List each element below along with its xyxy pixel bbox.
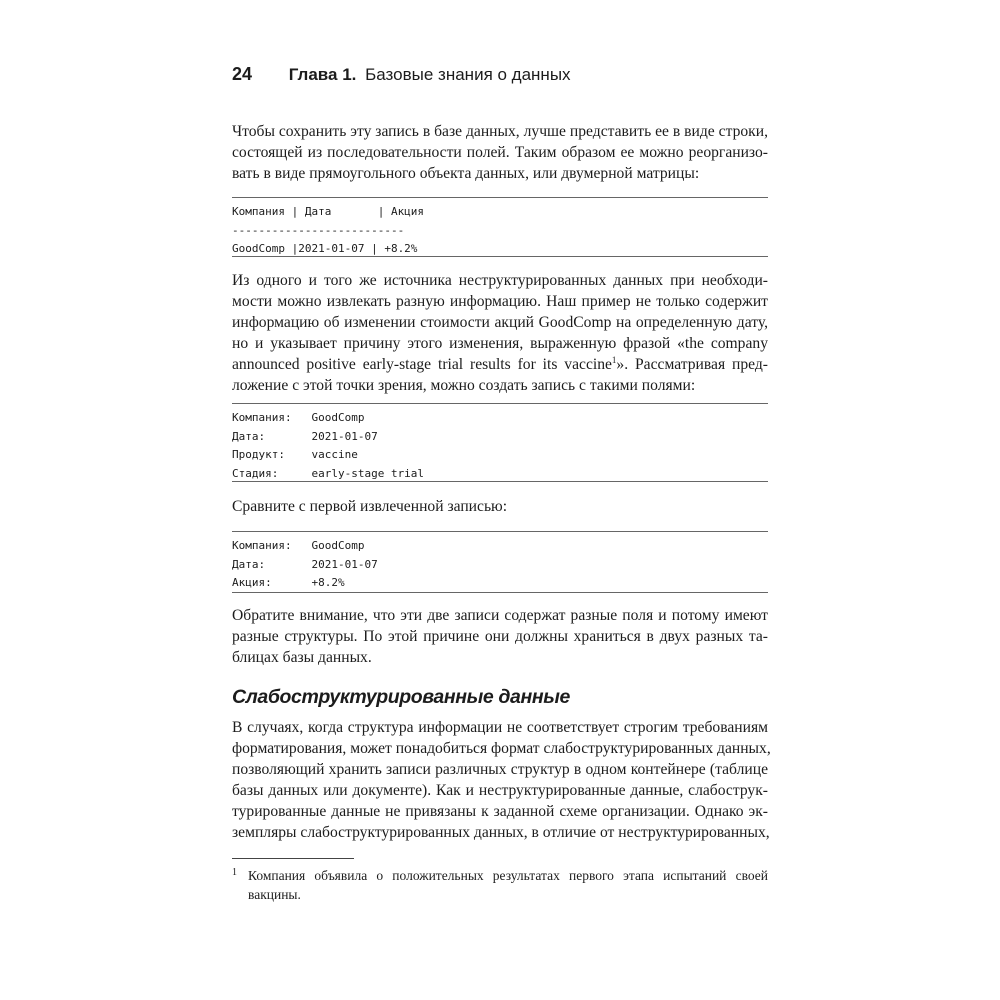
- footnote-line: вакцины.: [248, 887, 301, 902]
- paragraph-semistructured: [232, 717, 771, 843]
- code-line: GoodComp |2021-01-07 | +8.2%: [232, 242, 418, 255]
- text-fragment: announced positive early-stage trial results for its vaccine: [232, 356, 612, 373]
- paragraph-compare: [232, 496, 768, 517]
- section-heading: Слабоструктурированные данные: [232, 686, 570, 708]
- code-line: Компания: GoodComp: [232, 411, 365, 424]
- footnote-body: [248, 866, 768, 904]
- text-line: состоящей из последовательности полей. Таким образом ее можно реорганизо-: [232, 144, 768, 161]
- page-number: 24: [232, 64, 253, 84]
- paragraph-note: [232, 605, 768, 668]
- chapter-label: Глава 1.: [288, 65, 357, 84]
- text-line: блицах базы данных.: [232, 649, 372, 666]
- text-fragment: ». Рассматривая пред-: [616, 356, 768, 373]
- text-line-with-footnote: [232, 354, 768, 375]
- code-line: --------------------------: [232, 223, 405, 237]
- text-line: форматирования, может понадобиться формат слабоструктурированных данных,: [232, 740, 771, 757]
- text-line: разные структуры. По этой причине они должны храниться в двух разных та-: [232, 628, 768, 645]
- text-line: Из одного и того же источника неструктурированных данных при необходи-: [232, 272, 768, 289]
- code-line: Дата: 2021-01-07: [232, 557, 378, 571]
- footnote: [232, 866, 768, 904]
- code-line: Дата: 2021-01-07: [232, 429, 378, 443]
- text-line: ложение с этой точки зрения, можно создать запись с такими полями:: [232, 377, 696, 394]
- text-line: В случаях, когда структура информации не соответствует строгим требованиям: [232, 719, 768, 736]
- text-line: информацию об изменении стоимости акций GoodComp на определенную дату,: [232, 314, 768, 331]
- code-line: Компания: GoodComp: [232, 539, 365, 552]
- footnote-divider: [232, 858, 354, 859]
- text-line: Чтобы сохранить эту запись в базе данных, лучше представить ее в виде строки,: [232, 123, 768, 140]
- footnote-line: Компания объявила о положительных результатах первого этапа испытаний своей: [248, 868, 768, 883]
- paragraph-extraction: [232, 270, 768, 396]
- code-block-record-2: [232, 531, 768, 593]
- code-block-record-1: [232, 403, 768, 482]
- text-line: мости можно извлекать разную информацию. Наш пример не только содержит: [232, 293, 768, 310]
- paragraph-intro: [232, 121, 768, 184]
- text-line: земпляры слабоструктурированных данных, в отличие от неструктурированных,: [232, 824, 770, 841]
- code-line: Акция: +8.2%: [232, 576, 345, 589]
- footnote-mark: 1: [232, 867, 237, 878]
- code-block-table: [232, 197, 768, 257]
- running-header: [232, 64, 571, 85]
- code-line: Стадия: early-stage trial: [232, 466, 425, 480]
- text-line: вать в виде прямоугольного объекта данных, или двумерной матрицы:: [232, 165, 700, 182]
- text-line: турированные данные не привязаны к заданной схеме организации. Однако эк-: [232, 803, 768, 820]
- chapter-title: Базовые знания о данных: [365, 65, 571, 84]
- code-line: Продукт: vaccine: [232, 448, 358, 461]
- code-line: Компания | Дата | Акция: [232, 205, 425, 218]
- text-line: Обратите внимание, что эти две записи содержат разные поля и потому имеют: [232, 607, 768, 624]
- text-line: позволяющий хранить записи различных структур в одном контейнере (таблице: [232, 761, 768, 778]
- text-line: базы данных или документе). Как и неструктурированные данные, слабострук-: [232, 782, 768, 799]
- text-line: но и указывает причину этого изменения, выраженную фразой «the company: [232, 335, 768, 352]
- text-line: Сравните с первой извлеченной записью:: [232, 498, 508, 515]
- footnote-reference: 1: [611, 354, 617, 365]
